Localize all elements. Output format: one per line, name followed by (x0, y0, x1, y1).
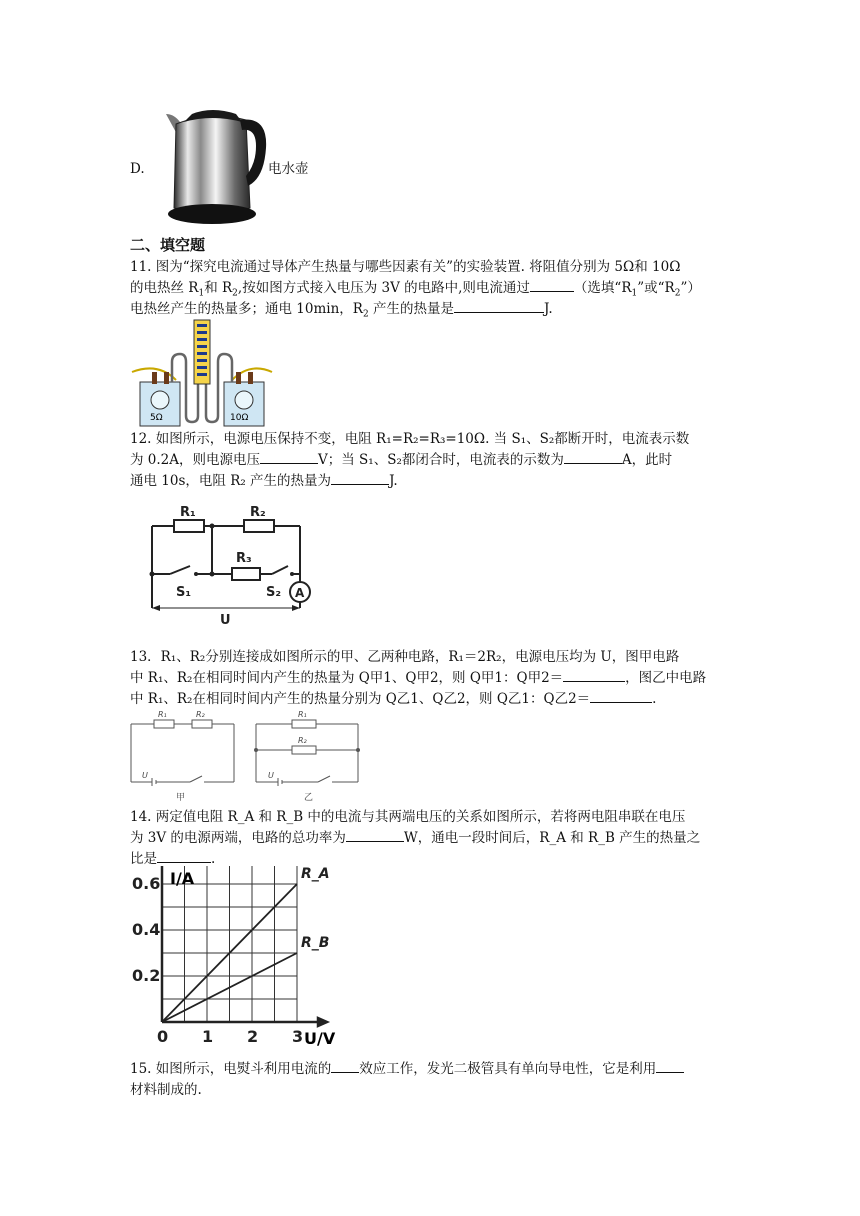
q12-label-u: U (220, 613, 231, 628)
x-tick-label: 3 (292, 1027, 304, 1046)
q11-line3: 电热丝产生的热量多；通电 10min，$R_2$ 产生的热量是 J. (130, 298, 553, 326)
x-tick-label: 2 (247, 1027, 259, 1046)
q12-label-r3: R₃ (236, 551, 252, 566)
q14-line2: 为 3V 的电源两端，电路的总功率为 W，通电一段时间后，R_A 和 R_B 产生的热量之 (130, 827, 700, 849)
q12-line3: 通电 10s，电阻 R₂ 产生的热量为 J. (130, 470, 398, 492)
y-tick-label: 0.6 (132, 874, 161, 893)
q13-label-yi: 乙 (304, 793, 314, 803)
graph-xlabel: U/V (304, 1029, 336, 1048)
q13-jia-r1: R₁ (158, 710, 167, 719)
kettle-image (162, 100, 272, 230)
q15-blank-2[interactable] (656, 1058, 684, 1073)
q11-label-5ohm: 5Ω (150, 413, 163, 423)
q14-line3: 比是 . (130, 848, 215, 870)
q13-line2: 中 R₁、R₂在相同时间内产生的热量为 Q甲1、Q甲2，则 Q甲1：Q甲2＝ ，图乙中电路 (130, 667, 706, 689)
y-tick-label: 0.2 (132, 966, 161, 985)
q13-blank-1[interactable] (563, 667, 625, 682)
q14-line1: 14. 两定值电阻 R_A 和 R_B 中的电流与其两端电压的关系如图所示，若将两电阻串联在电压 (130, 809, 686, 825)
series-rb-label: R_B (301, 935, 330, 951)
q12-circuit-figure (140, 500, 320, 630)
q13-jia-r2: R₂ (196, 710, 205, 719)
q12-label-ammeter: A (295, 586, 305, 600)
q12-blank-3[interactable] (331, 470, 389, 485)
q11-line1: 11. 图为“探究电流通过导体产生热量与哪些因素有关”的实验装置. 将阻值分别为 5Ω和 10Ω (130, 259, 681, 275)
q11-blank-1[interactable] (530, 277, 574, 292)
q12-line1: 12. 如图所示，电源电压保持不变，电阻 R₁=R₂=R₃=10Ω. 当 S₁、S₂都断开时，电流表示数 (130, 431, 690, 447)
q12-label-r2: R₂ (250, 505, 266, 520)
q11-apparatus-figure (128, 318, 278, 430)
q13-circuits-figure (128, 706, 368, 804)
option-d-letter: D. (130, 161, 145, 177)
q12-label-s1: S₁ (176, 585, 192, 600)
q15-line1: 15. 如图所示，电熨斗利用电流的 效应工作，发光二极管具有单向导电性，它是利用 (130, 1058, 684, 1080)
x-axis-arrow (318, 1018, 327, 1026)
q13-line3: 中 R₁、R₂在相同时间内产生的热量分别为 Q乙1、Q乙2，则 Q乙1：Q乙2＝ . (130, 688, 656, 710)
q13-blank-2[interactable] (590, 688, 652, 703)
q15-blank-1[interactable] (331, 1058, 359, 1073)
q13-yi-u: U (268, 771, 274, 780)
graph-ylabel: I/A (170, 869, 195, 888)
q12-label-r1: R₁ (180, 505, 196, 520)
q11-label-10ohm: 10Ω (230, 413, 249, 423)
q12-blank-1[interactable] (260, 449, 318, 464)
q14-blank-1[interactable] (346, 827, 404, 842)
q12-label-s2: S₂ (266, 585, 282, 600)
q15-line2: 材料制成的. (130, 1082, 202, 1098)
graph-grid (162, 866, 297, 1022)
q13-line1: 13．R₁、R₂分别连接成如图所示的甲、乙两种电路，R₁＝2R₂，电源电压均为 U，图甲电路 (130, 649, 680, 665)
q13-yi-r2: R₂ (298, 736, 307, 745)
q12-line2: 为 0.2A，则电源电压 V；当 S₁、S₂都闭合时，电流表的示数为 A，此时 (130, 449, 672, 471)
q13-yi-r1: R₁ (298, 710, 307, 719)
q14-blank-2[interactable] (157, 848, 211, 863)
option-d-label: 电水壶 (268, 161, 309, 177)
x-tick-label: 1 (202, 1027, 214, 1046)
q13-label-jia: 甲 (176, 793, 186, 803)
q13-jia-u: U (142, 771, 148, 780)
q14-iu-graph (128, 866, 340, 1052)
q11-blank-2[interactable] (454, 298, 544, 313)
x-tick-label: 0 (157, 1027, 169, 1046)
q11-line2: 的电热丝 $R_1$和 $R_2$,按如图方式接入电压为 3V 的电路中,则电流通过 （选填“$R_1$”或“$R_2$”） (130, 277, 701, 305)
y-tick-label: 0.4 (132, 920, 161, 939)
series-ra-label: R_A (301, 866, 330, 882)
q12-blank-2[interactable] (564, 449, 622, 464)
section-title: 二、填空题 (130, 236, 206, 254)
